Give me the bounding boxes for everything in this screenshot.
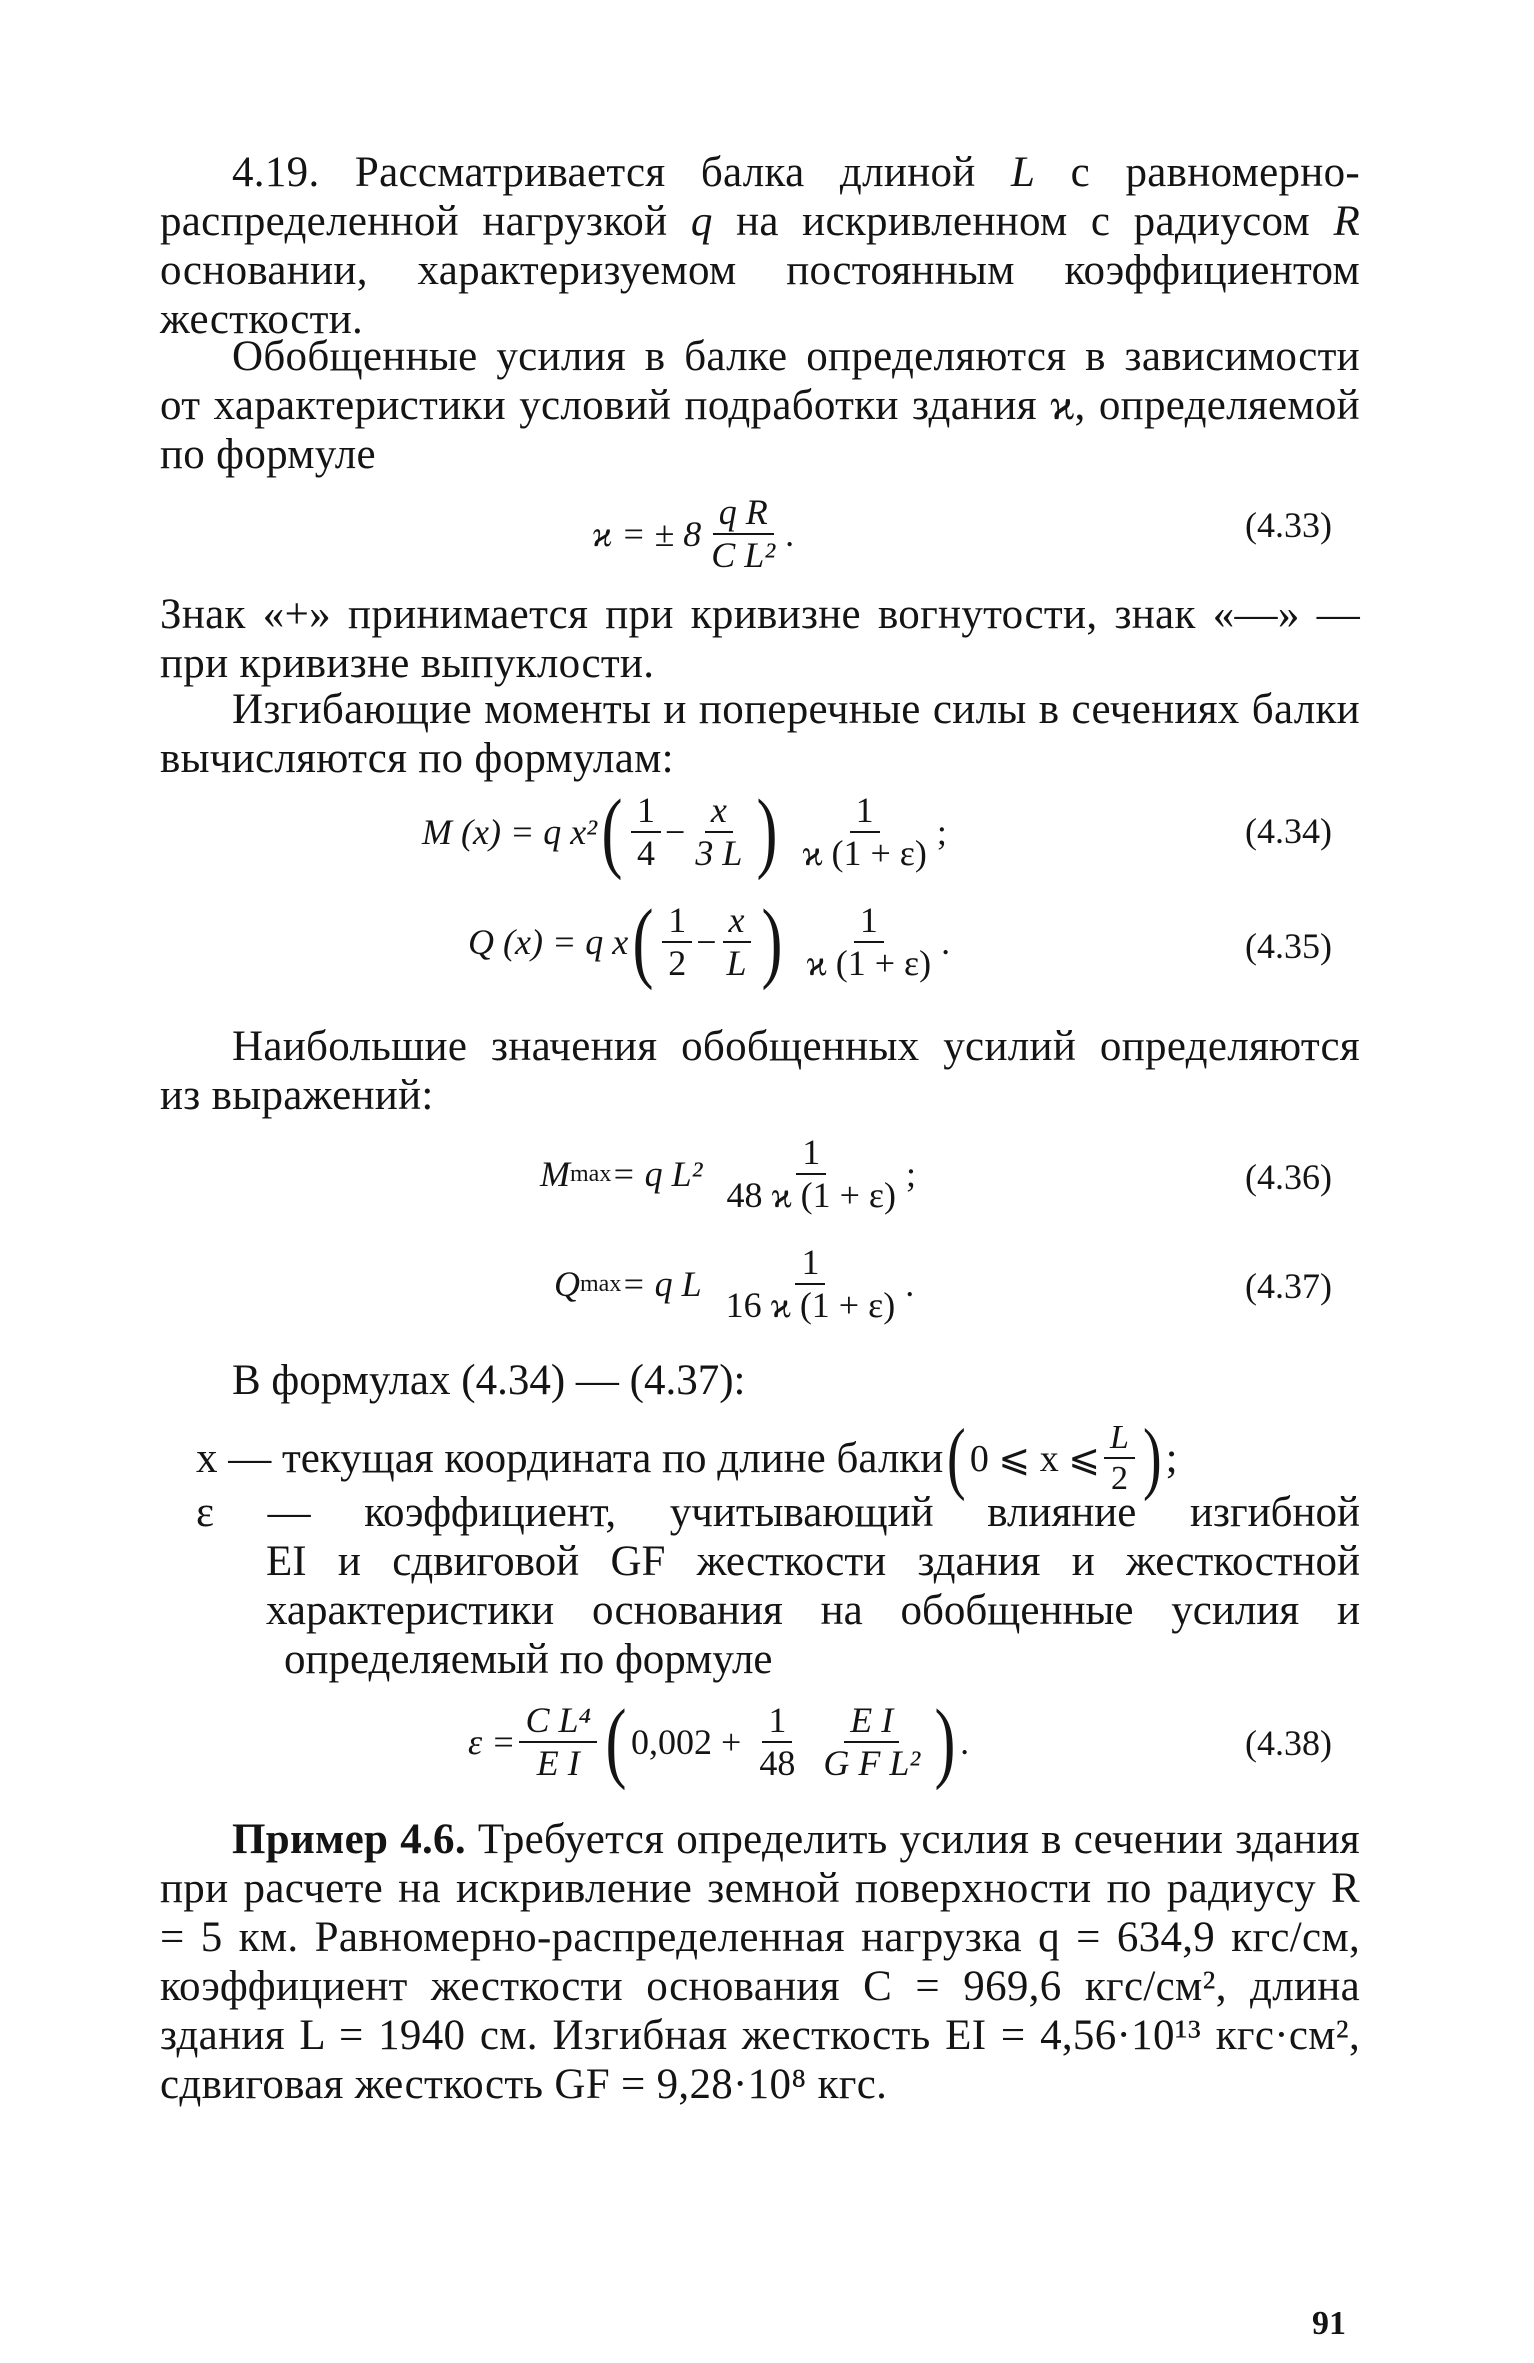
paragraph-4-19: 4.19. Рассматривается балка длиной L с равномерно-распределенной нагрузкой q на искривленном с радиусом R основании, характеризуемом постоянным коэффициентом жесткости. — [160, 149, 1361, 343]
definition-epsilon-line-1: ε — коэффициент, учитывающий влияние изгибной — [196, 1489, 1360, 1536]
definition-epsilon-line-2: EI и сдвиговой GF жесткости здания и жесткостной — [266, 1538, 1360, 1585]
formula-4-34: M (x) = q x² ( $\frac{1}{4}$ − $\frac{x}{3 L}$ ) $\frac{1}{ϰ (1 + \varepsilon)}$ ; — [422, 782, 947, 882]
paragraph-moments-forces: Изгибающие моменты и поперечные силы в сечениях балки вычисляются по формулам: — [160, 686, 1360, 782]
equation-number-4-34: (4.34) — [1245, 811, 1332, 851]
definition-x: x — текущая координата по длине балки ( 0 ⩽ x ⩽ $\frac{L}{2}$ ) ; — [196, 1414, 1178, 1503]
equation-number-4-37: (4.37) — [1245, 1266, 1332, 1306]
formula-4-37: Q max = q L $\frac{1}{16 ϰ (1 + \varepsilon)}$ . — [554, 1242, 915, 1326]
paragraph-sign-rule: Знак «+» принимается при кривизне вогнутости, знак «—» — при кривизне выпуклости. — [160, 591, 1360, 687]
formula-4-36: M max = q L² $\frac{1}{48 ϰ (1 + \varepsilon)}$ ; — [540, 1132, 917, 1216]
formulas-intro: В формулах (4.34) — (4.37): — [232, 1357, 746, 1404]
formula-4-33: ϰ = ± 8 $\frac{\text{q R}}{\text{C L²}}$ . — [592, 492, 795, 576]
definition-epsilon-line-3: характеристики основания на обобщенные усилия и — [266, 1587, 1360, 1634]
paragraph-generalized-forces: Обобщенные усилия в балке определяются в зависимости от характеристики условий подработки здания ϰ, определяемой по формуле — [160, 333, 1360, 478]
definition-epsilon-line-4: определяемый по формуле — [284, 1636, 773, 1683]
equation-number-4-35: (4.35) — [1245, 926, 1332, 966]
equation-number-4-36: (4.36) — [1245, 1157, 1332, 1197]
formula-4-38: ε = $\frac{\text{C L⁴}}{\text{E I}}$ ( 0,002 + $\frac{1}{48}$ $\frac{\text{E I}}{\text{G F L²}}$ ) . — [468, 1692, 970, 1792]
page-number: 91 — [1312, 2305, 1346, 2342]
equation-number-4-38: (4.38) — [1245, 1723, 1332, 1763]
equation-number-4-33: (4.33) — [1245, 505, 1332, 545]
formula-4-35: Q (x) = q x ( $\frac{1}{2}$ − $\frac{x}{L}$ ) $\frac{1}{ϰ (1 + \varepsilon)}$ . — [468, 892, 951, 992]
paragraph-max-values: Наибольшие значения обобщенных усилий определяются из выражений: — [160, 1023, 1360, 1119]
example-4-6: Пример 4.6. Требуется определить усилия в сечении здания при расчете на искривление земной поверхности по радиусу R = 5 км. Равномерно-распределенная нагрузка q = 634,9 кгс/см, коэффициент жесткости основания C = 969,6 кгс/см², длина здания L = 1940 см. Изгибная жесткость EI = 4,56·10¹³ кгс·см², сдвиговая жесткость GF = 9,28·10⁸ кгс. — [160, 1816, 1360, 2108]
